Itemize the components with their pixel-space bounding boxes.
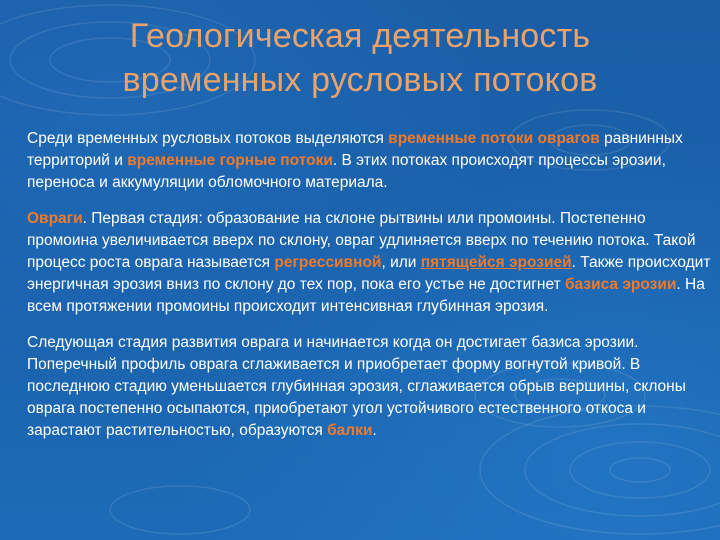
p2-text-1: . Первая стадия: образование на склоне рытвины или промоины. Постепенно промоина увеличивается вверх по склону, овраг удлиняется вверх по течению потока. Такой процесс роста оврага называется (27, 210, 696, 271)
p1-text-1: Среди временных русловых потоков выделяются (27, 130, 389, 147)
p1-text-3: . В этих потоках происходят процессы эрозии, переноса и аккумуляции обломочного материала. (27, 152, 666, 191)
p2-highlight-ravines: Овраги (27, 210, 83, 227)
p2-highlight-regressive: регрессивной (274, 254, 382, 271)
paragraph-2 (27, 208, 712, 318)
p1-text-2: равнинных территорий и (27, 130, 683, 169)
p2-text-4: . На всем протяжении промоины происходит интенсивная глубинная эрозия. (27, 276, 705, 315)
p3-text-2: . (372, 422, 377, 439)
slide-title (0, 14, 720, 102)
p3-text-1: Следующая стадия развития оврага и начинается когда он достигает базиса эрозии. Поперечный профиль оврага сглаживается и приобретает форму вогнутой кривой. В последнюю стадию уменьшается глубинная эрозия, сглаживается обрыв вершины, склоны оврага постепенно осыпаются, приобретают угол устойчивого естественного откоса и зарастают растительностью, образуются (27, 334, 686, 439)
slide-body (27, 128, 712, 456)
p2-highlight-receding-erosion: пятящейся эрозией (420, 254, 572, 271)
title-line-1: Геологическая деятельность (129, 17, 591, 55)
p2-highlight-erosion-base: базиса эрозии (564, 276, 677, 293)
p2-text-2: , или (381, 254, 421, 271)
paragraph-1 (27, 128, 712, 194)
p3-highlight-gullies: балки (327, 422, 373, 439)
title-line-2: временных русловых потоков (122, 61, 598, 99)
paragraph-3 (27, 332, 712, 442)
p2-text-3: . Также происходит энергичная эрозия вниз по склону до тех пор, пока его устье не достигнет (27, 254, 711, 293)
p1-highlight-ravine-streams: временные потоки оврагов (388, 130, 600, 147)
p1-highlight-mountain-streams: временные горные потоки (127, 152, 333, 169)
